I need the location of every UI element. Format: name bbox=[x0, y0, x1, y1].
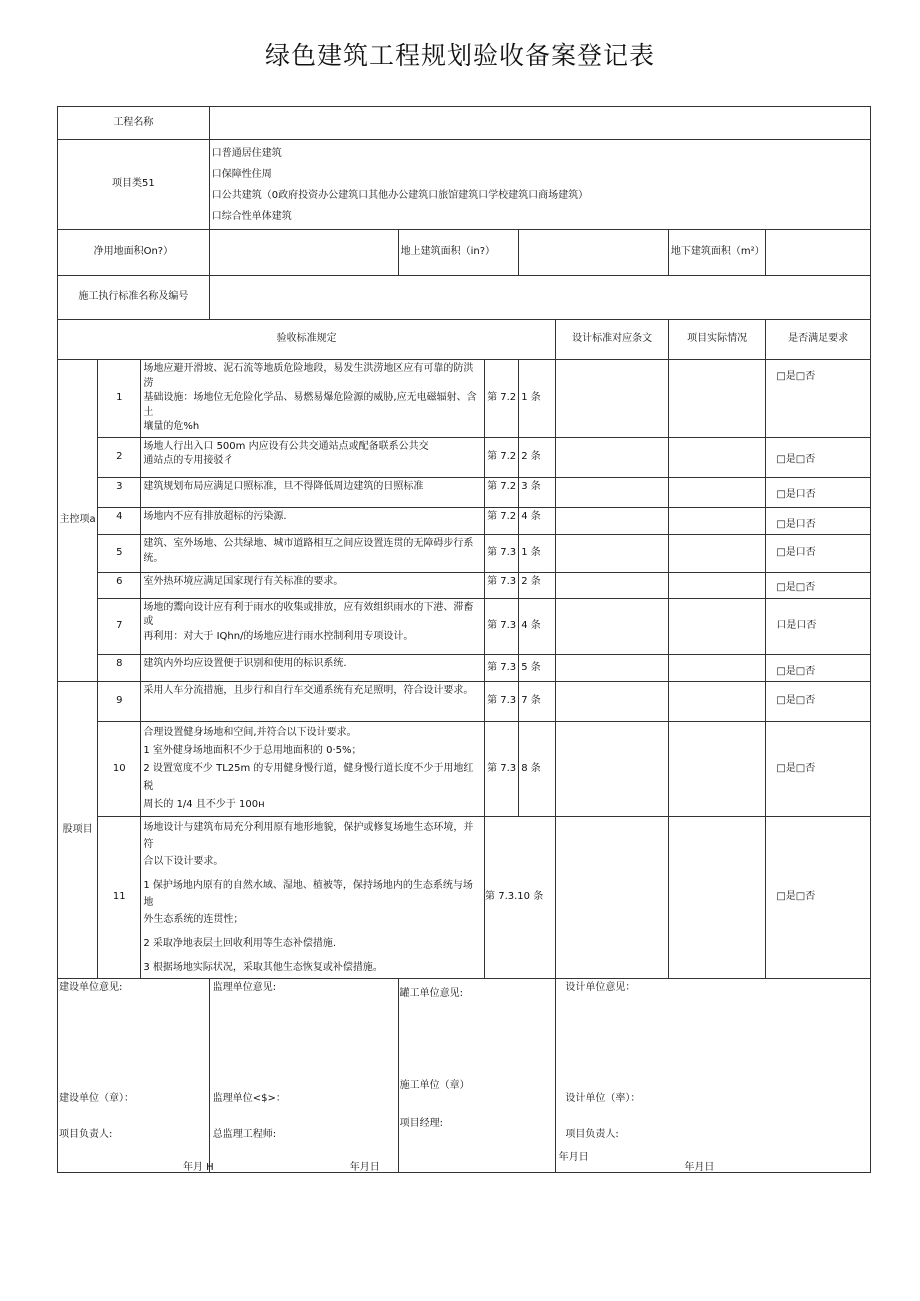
person-label[interactable]: 项目经理: bbox=[399, 1118, 443, 1129]
row-design-clause-field[interactable] bbox=[556, 817, 669, 979]
type-option-mixed-use[interactable]: 口综合性单体建筑 bbox=[211, 211, 292, 222]
seal-label[interactable]: 建设单位（章）： bbox=[59, 1093, 134, 1104]
project-type-options bbox=[209, 140, 870, 230]
row-number: 3 bbox=[98, 477, 141, 507]
row-clause-item: 2 条 bbox=[519, 573, 556, 599]
row-number: 1 bbox=[98, 360, 141, 438]
seal-label[interactable]: 监理单位<$>： bbox=[212, 1093, 286, 1104]
header-clause: 设计标准对应条文 bbox=[556, 320, 669, 360]
row-compliance-check[interactable]: □是□否 bbox=[766, 682, 871, 722]
table-row bbox=[58, 477, 871, 507]
row-number: 5 bbox=[98, 535, 141, 573]
table-row bbox=[58, 437, 871, 477]
above-ground-area-field[interactable] bbox=[519, 230, 669, 276]
row-number: 11 bbox=[98, 817, 141, 979]
header-actual: 项目实际情况 bbox=[668, 320, 765, 360]
project-type-label: 项目类51 bbox=[58, 140, 210, 230]
seal-label[interactable]: 设计单位（率）： bbox=[565, 1093, 641, 1104]
table-row bbox=[58, 573, 871, 599]
row-clause: 第 7.3.10 条 bbox=[485, 817, 556, 979]
table-row bbox=[58, 817, 871, 979]
row-compliance-check[interactable]: □是□否 bbox=[766, 573, 871, 599]
type-option-affordable-housing[interactable]: 口保障性住周 bbox=[211, 169, 272, 180]
row-design-clause-field[interactable] bbox=[556, 573, 669, 599]
row-design-clause-field[interactable] bbox=[556, 535, 669, 573]
row-clause-item: 2 条 bbox=[519, 437, 556, 477]
signature-design-unit bbox=[556, 979, 871, 1173]
row-actual-field[interactable] bbox=[668, 437, 765, 477]
underground-area-label: 地下建筑面积（m²） bbox=[668, 230, 765, 276]
row-requirement: 室外热环境应满足国家现行有关标准的要求。 bbox=[141, 573, 485, 599]
standard-label: 施工执行标准名称及编号 bbox=[58, 276, 210, 320]
row-clause-item: 4 条 bbox=[519, 598, 556, 654]
seal-label[interactable]: 施工单位（章） bbox=[399, 1080, 470, 1091]
row-clause-item: 1 条 bbox=[519, 535, 556, 573]
table-row bbox=[58, 682, 871, 722]
project-name-label: 工程名称 bbox=[58, 107, 210, 140]
row-design-clause-field[interactable] bbox=[556, 360, 669, 438]
row-clause-item: 1 条 bbox=[519, 360, 556, 438]
row-compliance-check[interactable]: □是□否 bbox=[766, 817, 871, 979]
row-actual-field[interactable] bbox=[668, 573, 765, 599]
row-number: 10 bbox=[98, 722, 141, 817]
row-actual-field[interactable] bbox=[668, 817, 765, 979]
table-row bbox=[58, 535, 871, 573]
row-requirement: 建筑、室外场地、公共绿地、城市道路相互之间应设置连贯的无障碍步行系 统。 bbox=[141, 535, 485, 573]
date-label[interactable]: 年月日 bbox=[349, 1162, 380, 1173]
row-clause-item: 4 条 bbox=[519, 507, 556, 535]
header-compliance: 是否满足要求 bbox=[766, 320, 871, 360]
row-clause-section: 第 7.2 bbox=[485, 360, 519, 438]
row-compliance-check[interactable]: □是口否 bbox=[766, 477, 871, 507]
group-main-control: 主控项a bbox=[58, 360, 98, 682]
row-number: 6 bbox=[98, 573, 141, 599]
row-design-clause-field[interactable] bbox=[556, 598, 669, 654]
signature-supervision-unit bbox=[209, 979, 398, 1173]
row-clause-section: 第 7.3 bbox=[485, 535, 519, 573]
signature-construction-unit bbox=[58, 979, 214, 1173]
row-actual-field[interactable] bbox=[668, 360, 765, 438]
row-design-clause-field[interactable] bbox=[556, 682, 669, 722]
row-actual-field[interactable] bbox=[668, 682, 765, 722]
row-actual-field[interactable] bbox=[668, 598, 765, 654]
standard-field[interactable] bbox=[209, 276, 870, 320]
header-rule: 验收标准规定 bbox=[58, 320, 556, 360]
row-number: 2 bbox=[98, 437, 141, 477]
row-clause-section: 第 7.3 bbox=[485, 654, 519, 682]
row-compliance-check[interactable]: □是□否 bbox=[766, 722, 871, 817]
above-ground-area-label: 地上建筑面积（in?） bbox=[398, 230, 519, 276]
row-number: 4 bbox=[98, 507, 141, 535]
opinion-label: 设计单位意见： bbox=[565, 982, 636, 993]
row-requirement: 场地人行出入口 500m 内应设有公共交通站点或配备联系公共交 通站点的专用接驳彳 bbox=[141, 437, 485, 477]
opinion-label: 建设单位意见: bbox=[59, 982, 123, 993]
date-label[interactable]: 年月日 bbox=[684, 1162, 715, 1173]
underground-area-field[interactable] bbox=[766, 230, 871, 276]
net-land-area-field[interactable] bbox=[209, 230, 398, 276]
row-number: 9 bbox=[98, 682, 141, 722]
row-compliance-check[interactable]: □是□否 bbox=[766, 654, 871, 682]
type-option-residential[interactable]: 口普通居住建筑 bbox=[211, 148, 282, 159]
opinion-label: 罐工单位意见: bbox=[399, 988, 463, 999]
row-compliance-check[interactable]: □是□否 bbox=[766, 437, 871, 477]
row-design-clause-field[interactable] bbox=[556, 722, 669, 817]
row-clause-section: 第 7.3 bbox=[485, 682, 519, 722]
person-label[interactable]: 项目负责人: bbox=[59, 1129, 113, 1140]
date-label[interactable]: 年月日 bbox=[558, 1152, 589, 1163]
row-compliance-check[interactable]: 口是口否 bbox=[766, 598, 871, 654]
project-name-field[interactable] bbox=[209, 107, 870, 140]
person-label[interactable]: 项目负责人: bbox=[565, 1129, 619, 1140]
table-row bbox=[58, 360, 871, 438]
registration-table bbox=[57, 106, 871, 1173]
row-requirement: 合理设置健身场地和空间,并符合以下设计要求。 1 室外健身场地面积不少于总用地面积的 0·5%； 2 设置宽度不少 TL25m 的专用健身慢行道，健身慢行道长度不少于用地红税 周长的 1/4 且不少于 100н bbox=[141, 722, 485, 817]
row-number: 8 bbox=[98, 654, 141, 682]
opinion-label: 监理单位意见: bbox=[212, 982, 277, 993]
table-row bbox=[58, 722, 871, 817]
row-actual-field[interactable] bbox=[668, 507, 765, 535]
date-label[interactable]: 年月 H bbox=[183, 1162, 214, 1173]
row-design-clause-field[interactable] bbox=[556, 477, 669, 507]
row-clause-item: 3 条 bbox=[519, 477, 556, 507]
row-requirement: 场地设计与建筑布局充分利用原有地形地貌，保护或修复场地生态环境，并符 合以下设计要求。 1 保护场地内原有的自然水域、湿地、植被等，保持场地内的生态系统与场地 外生态系统的连贯性； 2 采取净地表层土回收利用等生态补偿措施. 3 根据场地实际状况，采取其他生态恢复或补偿措施。 bbox=[141, 817, 485, 979]
row-compliance-check[interactable]: □是□否 bbox=[766, 360, 871, 438]
row-design-clause-field[interactable] bbox=[556, 437, 669, 477]
row-actual-field[interactable] bbox=[668, 535, 765, 573]
row-clause-section: 第 7.2 bbox=[485, 507, 519, 535]
net-land-area-label: 净用地面积On?） bbox=[58, 230, 210, 276]
page-title: 绿色建筑工程规划验收备案登记表 bbox=[264, 41, 655, 70]
row-clause-section: 第 7.3 bbox=[485, 573, 519, 599]
row-clause-item: 5 条 bbox=[519, 654, 556, 682]
table-row bbox=[58, 507, 871, 535]
row-requirement: 场地的鬻向设计应有利于雨水的收集或排放，应有效组织雨水的下港、滞畜或 再利用：对大于 IQhn/的场地应进行雨水控制利用专项设计。 bbox=[141, 598, 485, 654]
table-row bbox=[58, 598, 871, 654]
row-actual-field[interactable] bbox=[668, 722, 765, 817]
type-option-public-building[interactable]: 口公共建筑（0政府投资办公建筑口其他办公建筑口旅馆建筑口学校建筑口商场建筑） bbox=[211, 190, 589, 201]
row-clause-item: 8 条 bbox=[519, 722, 556, 817]
row-clause-item: 7 条 bbox=[519, 682, 556, 722]
row-clause-section: 第 7.2 bbox=[485, 477, 519, 507]
row-requirement: 采用人车分流措施，且步行和自行车交通系统有充足照明，符合设计要求。 bbox=[141, 682, 485, 722]
row-design-clause-field[interactable] bbox=[556, 654, 669, 682]
person-label[interactable]: 总监理工程师: bbox=[212, 1129, 277, 1140]
row-number: 7 bbox=[98, 598, 141, 654]
table-row bbox=[58, 654, 871, 682]
row-actual-field[interactable] bbox=[668, 654, 765, 682]
row-requirement: 建筑内外均应设置便于识别和使用的标识系统. bbox=[141, 654, 485, 682]
row-design-clause-field[interactable] bbox=[556, 507, 669, 535]
row-clause-section: 第 7.2 bbox=[485, 437, 519, 477]
row-actual-field[interactable] bbox=[668, 477, 765, 507]
row-compliance-check[interactable]: □是口否 bbox=[766, 507, 871, 535]
row-clause-section: 第 7.3 bbox=[485, 598, 519, 654]
row-requirement: 场地内不应有排放超标的污染源. bbox=[141, 507, 485, 535]
row-clause-section: 第 7.3 bbox=[485, 722, 519, 817]
row-requirement: 建筑规划布局应满足口照标准，旦不得降低周边建筑的日照标准 bbox=[141, 477, 485, 507]
row-requirement: 场地应避开滑坡、泥石流等地质危险地段，易发生洪涝地区应有可靠的防洪涝 基础设施：场地位无危险化学品、易燃易爆危险源的威胁,应无电磁辐射、含土 壤量的危%h bbox=[141, 360, 485, 438]
signature-row bbox=[58, 979, 871, 1173]
group-general: 股项目 bbox=[58, 682, 98, 979]
row-compliance-check[interactable]: □是口否 bbox=[766, 535, 871, 573]
signature-construction-contractor bbox=[398, 979, 589, 1173]
